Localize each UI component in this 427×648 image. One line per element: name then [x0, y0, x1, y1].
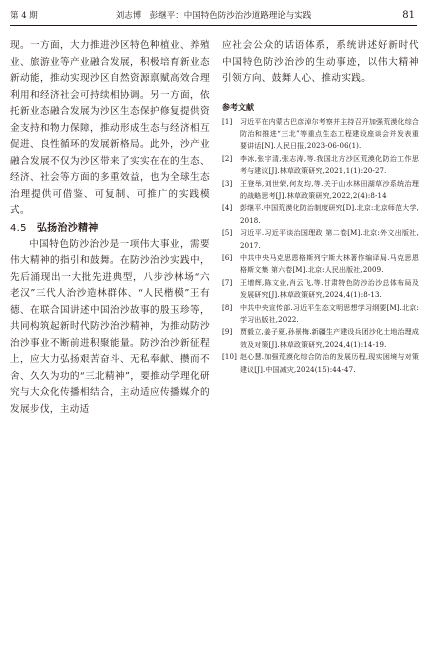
section-number: 4.5: [10, 222, 27, 234]
page-header: [10, 7, 417, 26]
section-heading: [10, 220, 210, 237]
left-column: [10, 38, 210, 418]
body-paragraph: 现。一方面，大力推进沙区特色种植业、养殖业、旅游业等产业融合发展，积极培育新业态新动能，推动实现沙区自然资源禀赋高效合理利用和经济社会可持续相协调。另一方面，依托新业态融合发展为沙区生态保护修复提供资金支持和物力保障，推动形成生态与经济相互促进、良性循环的发展新格局。此外，沙产业融合发展不仅为沙区带来了实实在在的生态、经济、社会等方面的多重效益，也为全球生态治理提供可借鉴、可复制、可推广的实践模式。: [10, 40, 210, 216]
reference-item: [3] 王登举,刘世荣,何友均,等.关于山水林田湖草沙系统治理的战略思考[J].林草政策研究,2022,2(4):8-14: [222, 179, 419, 200]
issue-number: 第 4 期: [10, 11, 38, 21]
reference-item: [8] 中共中央宣传部.习近平生态文明思想学习纲要[M].北京:学习出版社,2022.: [222, 303, 419, 324]
reference-item: [10] 赵心慧.加强荒漠化综合防治的发展历程,现实困境与对策建议[J].中国减灾,2024(15):44-47.: [222, 353, 419, 374]
reference-item: [5] 习近平.习近平谈治国理政 第二卷[M].北京:外文出版社,2017.: [222, 229, 419, 250]
running-title: 刘志博 彭继平：中国特色防沙治沙道路理论与实践: [115, 11, 312, 21]
reference-item: [6] 中共中央马克思恩格斯列宁斯大林著作编译局.马克思恩格斯文集 第六卷[M].北京:人民出版社,2009.: [222, 253, 419, 275]
reference-list: [222, 116, 419, 377]
right-column: [222, 38, 419, 376]
page-number: 81: [402, 10, 415, 21]
reference-item: [7] 王增辉,陈文业,肖云飞,等.甘肃特色防沙治沙总体布局及发展研究[J].林草政策研究,2024,4(1):8-13.: [222, 278, 419, 300]
reference-item: [4] 彭继平.中国荒漠化防治制度研究[D].北京:北京师范大学,2018.: [222, 204, 419, 225]
reference-item: [2] 李冰,张宇清,张志涛,等.我国北方沙区荒漠化防治工作思考与建议[J].林草政策研究,2021,1(1):20-27.: [222, 154, 419, 176]
references-heading: 参考文献: [222, 102, 254, 112]
reference-item: [9] 贾毅立,姜子夏,孙景梅.新疆生产建设兵团沙化土地治理成效及对策[J].林草政策研究,2024,4(1):14-19.: [222, 328, 419, 349]
body-paragraph: 中国特色防沙治沙是一项伟大事业，需要伟大精神的指引和鼓舞。在防沙治沙实践中，先后涌现出一大批先进典型，八步沙林场“六老汉”三代人治沙造林群体、“人民楷模”王有德、在联合国讲述中国治沙故事的殷玉珍等，共同构筑起新时代防沙治沙精神，为推动防沙治沙事业不断前进积聚能量。防沙治沙新征程上，应大力弘扬艰苦奋斗、无私奉献、攒而不舍、久久为功的“三北精神”，要推动学理化研究与大众化传播相结合，主动适应传播媒介的发展步伐，主动适: [10, 238, 210, 415]
body-paragraph: 应社会公众的话语体系，系统讲述好新时代中国特色防沙治沙的生动事迹，以伟大精神引领方向、鼓舞人心、推动实践。: [222, 40, 419, 84]
reference-item: [1] 习近平在内蒙古巴彦淖尔考察并主持召开加强荒漠化综合防治和推进“三北”等重点生态工程建设座谈会并发表重要讲话[N].人民日报,2023-06-06(1).: [222, 117, 419, 151]
section-title: 弘扬治沙精神: [36, 222, 99, 234]
